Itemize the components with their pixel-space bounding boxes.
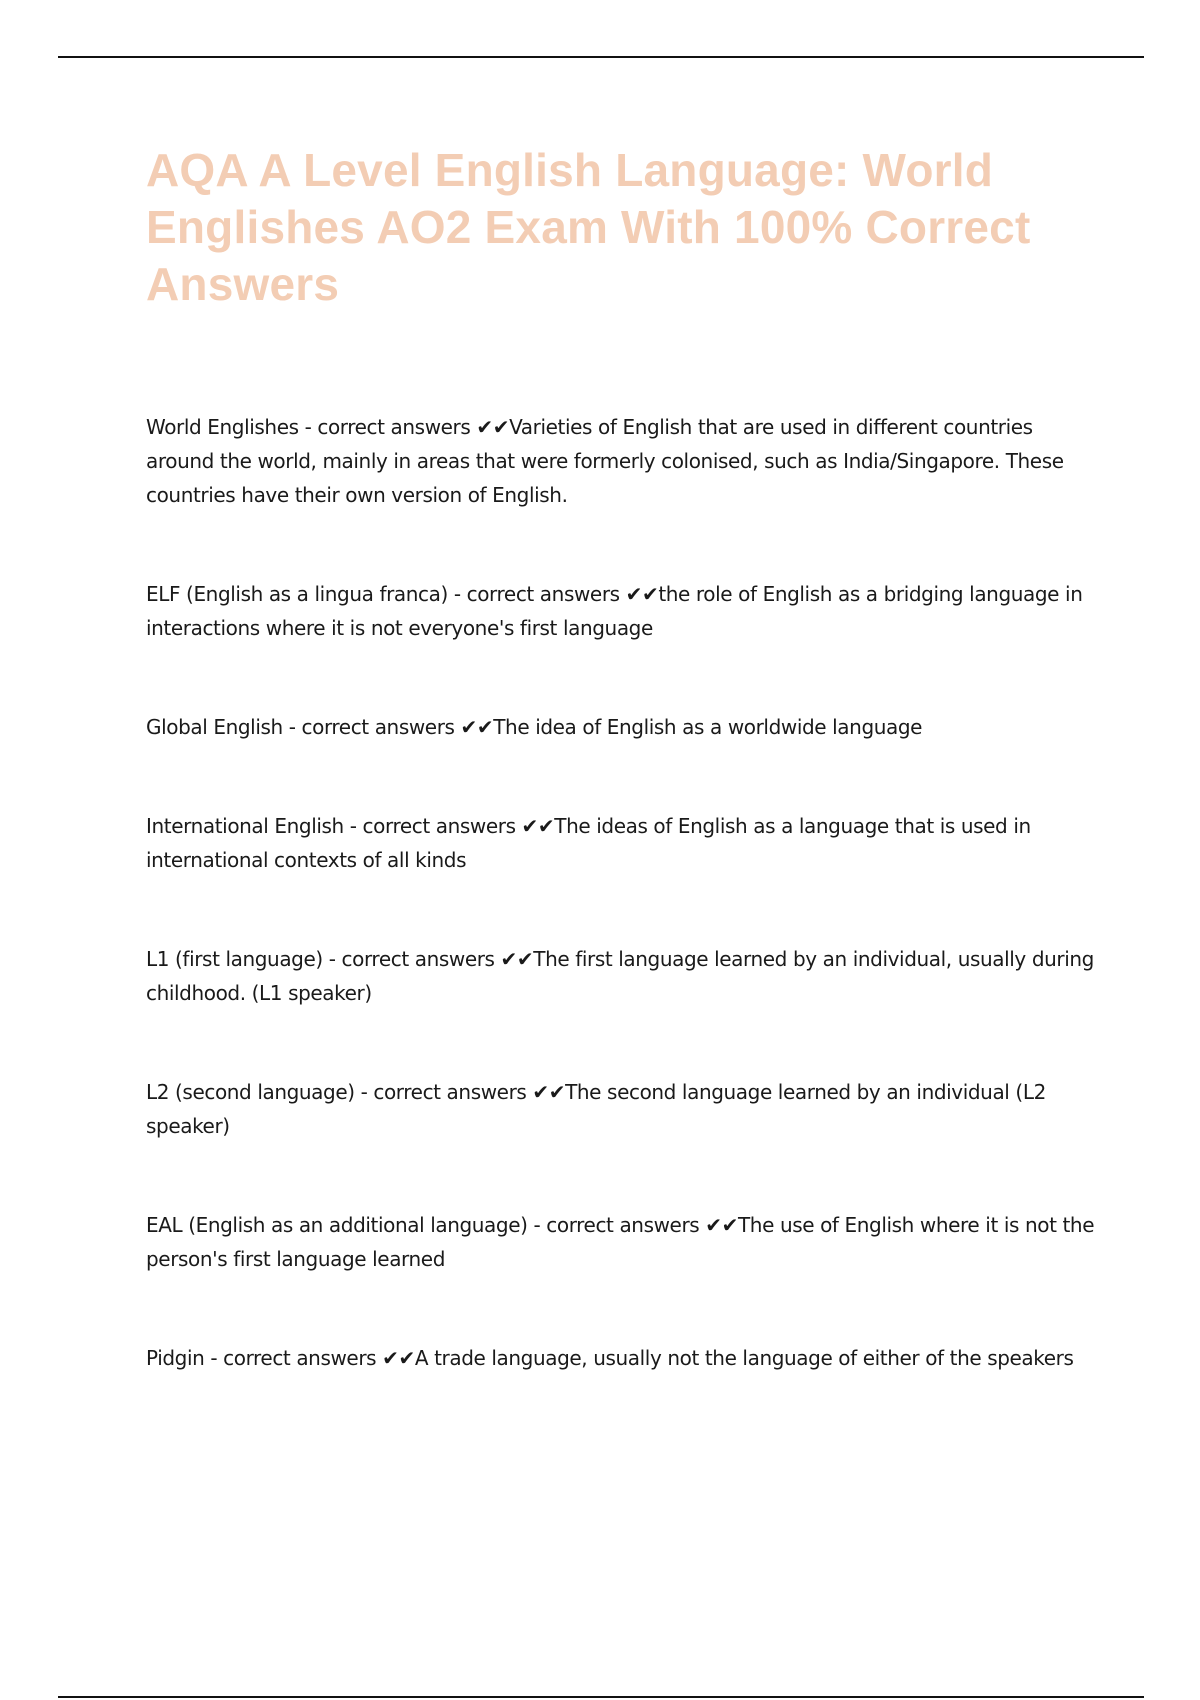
qa-item <box>146 1208 1096 1276</box>
document-title: AQA A Level English Language: World Englishes AO2 Exam With 100% Correct Answers <box>146 144 1031 310</box>
qa-term: Pidgin <box>146 1346 205 1370</box>
qa-definition: The second language learned by an individual (L2 speaker) <box>146 1080 1046 1138</box>
top-rule <box>58 56 1144 58</box>
qa-definition: The use of English where it is not the person's first language learned <box>146 1213 1095 1271</box>
qa-definition: The idea of English as a worldwide language <box>493 715 923 739</box>
qa-separator: - correct answers ✔✔ <box>343 814 555 838</box>
qa-item <box>146 1341 1096 1375</box>
qa-separator: - correct answers ✔✔ <box>322 947 534 971</box>
qa-definition: The ideas of English as a language that is used in international contexts of all kinds <box>146 814 1031 872</box>
qa-term: World Englishes <box>146 415 299 439</box>
qa-item <box>146 942 1096 1010</box>
qa-term: EAL (English as an additional language) <box>146 1213 528 1237</box>
qa-separator: - correct answers ✔✔ <box>204 1346 415 1370</box>
qa-term: L2 (second language) <box>146 1080 355 1104</box>
qa-separator: - correct answers ✔✔ <box>354 1080 566 1104</box>
qa-definition: Varieties of English that are used in different countries around the world, mainly in areas that were formerly colonised, such as India/Singapore. These countries have their own version of English. <box>146 415 1064 507</box>
qa-term: International English <box>146 814 344 838</box>
qa-item <box>146 710 1096 744</box>
qa-item <box>146 410 1096 512</box>
qa-item <box>146 1075 1096 1143</box>
qa-item <box>146 809 1096 877</box>
qa-definition: A trade language, usually not the language of either of the speakers <box>414 1346 1074 1370</box>
qa-separator: - correct answers ✔✔ <box>282 715 494 739</box>
qa-definition: The first language learned by an individual, usually during childhood. (L1 speaker) <box>146 947 1094 1005</box>
bottom-rule <box>58 1696 1144 1698</box>
qa-term: ELF (English as a lingua franca) <box>146 582 448 606</box>
qa-separator: - correct answers ✔✔ <box>298 415 510 439</box>
qa-list <box>146 410 1096 1375</box>
qa-definition: the role of English as a bridging language in interactions where it is not everyone's first language <box>146 582 1083 640</box>
qa-item <box>146 577 1096 645</box>
qa-term: L1 (first language) <box>146 947 323 971</box>
qa-separator: - correct answers ✔✔ <box>447 582 659 606</box>
qa-term: Global English <box>146 715 283 739</box>
qa-separator: - correct answers ✔✔ <box>527 1213 738 1237</box>
